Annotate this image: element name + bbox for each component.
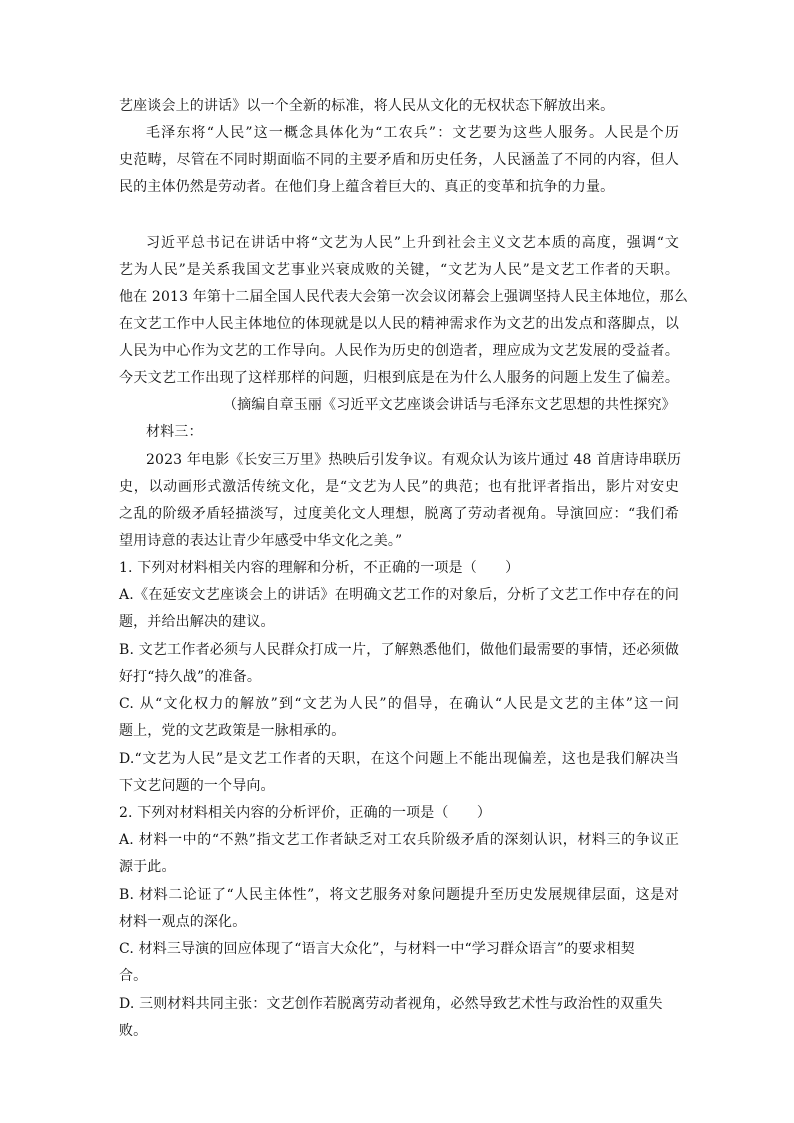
material-two-line: 他在 2013 年第十二届全国人民代表大会第一次会议闭幕会上强调坚持人民主体地位，那么: [119, 289, 688, 305]
question-1-option-b: B. 文艺工作者必须与人民群众打成一片，了解熟悉他们，做他们最需要的事情，还必须做: [119, 642, 679, 658]
question-1-option-a: 题，并给出解决的建议。: [119, 614, 275, 630]
question-1-stem: 1. 下列对材料相关内容的理解和分析，不正确的一项是（ ）: [119, 560, 520, 576]
question-1-option-c: C. 从“文化权力的解放”到“文艺为人民”的倡导，在确认“人民是文艺的主体”这一问: [119, 696, 679, 712]
material-three-heading: 材料三：: [146, 424, 203, 440]
question-2-option-b: 材料一观点的深化。: [119, 914, 247, 930]
question-2-option-c: 合。: [119, 968, 148, 984]
question-2-option-d: 败。: [119, 1023, 148, 1039]
material-three-line: 2023 年电影《长安三万里》热映后引发争议。有观众认为该片通过 48 首唐诗串联历: [146, 452, 682, 468]
material-two-line: 艺为人民”是关系我国文艺事业兴衰成败的关键，“文艺为人民”是文艺工作者的天职。: [119, 262, 679, 278]
question-2-option-a: A. 材料一中的“不熟”指文艺工作者缺乏对工农兵阶级矛盾的深刻认识，材料三的争议正: [119, 832, 679, 848]
question-1-option-d: 下文艺问题的一个导向。: [119, 778, 275, 794]
question-2-option-c: C. 材料三导演的回应体现了“语言大众化”，与材料一中“学习群众语言”的要求相契: [119, 941, 635, 957]
question-2-stem: 2. 下列对材料相关内容的分析评价，正确的一项是（ ）: [119, 805, 492, 821]
material-three-line: 史，以动画形式激活传统文化，是“文艺为人民”的典范；也有批评者指出，影片对安史: [119, 479, 679, 495]
material-two-line: 在文艺工作中人民主体地位的体现就是以人民的精神需求作为文艺的出发点和落脚点，以: [119, 316, 679, 332]
source-citation: （摘编自章玉丽《习近平文艺座谈会讲话与毛泽东文艺思想的共性探究》: [223, 397, 676, 413]
question-2-option-d: D. 三则材料共同主张：文艺创作若脱离劳动者视角，必然导致艺术性与政治性的双重失: [119, 996, 663, 1012]
question-1-option-a: A.《在延安文艺座谈会上的讲话》在明确文艺工作的对象后，分析了文艺工作中存在的问: [119, 587, 679, 603]
question-2-option-b: B. 材料二论证了“人民主体性”，将文艺服务对象问题提升至历史发展规律层面，这是对: [119, 887, 679, 903]
question-1-option-d: D.“文艺为人民”是文艺工作者的天职，在这个问题上不能出现偏差，这也是我们解决当: [119, 751, 679, 767]
material-three-line: 望用诗意的表达让青少年感受中华文化之美。”: [119, 533, 403, 549]
material-two-line: 民的主体仍然是劳动者。在他们身上蕴含着巨大的、真正的变革和抗争的力量。: [119, 179, 615, 195]
material-two-line: 艺座谈会上的讲话》以一个全新的标准，将人民从文化的无权状态下解放出来。: [119, 98, 615, 114]
material-two-line: 人民为中心作为文艺的工作导向。人民作为历史的创造者，理应成为文艺发展的受益者。: [119, 343, 679, 359]
material-two-line: 今天文艺工作出现了这样那样的问题，归根到底是在为什么人服务的问题上发生了偏差。: [119, 370, 679, 386]
material-two-line: 毛泽东将“人民”这一概念具体化为“工农兵”：文艺要为这些人服务。人民是个历: [146, 125, 679, 141]
question-1-option-b: 好打“持久战”的准备。: [119, 669, 261, 685]
question-2-option-a: 源于此。: [119, 859, 176, 875]
material-two-line: 习近平总书记在讲话中将“文艺为人民”上升到社会主义文艺本质的高度，强调“文: [146, 235, 679, 251]
material-three-line: 之乱的阶级矛盾轻描淡写，过度美化文人理想，脱离了劳动者视角。导演回应：“我们希: [119, 506, 679, 522]
question-1-option-c: 题上，党的文艺政策是一脉相承的。: [119, 723, 346, 739]
material-two-line: 史范畴，尽管在不同时期面临不同的主要矛盾和历史任务，人民涵盖了不同的内容，但人: [119, 152, 679, 168]
